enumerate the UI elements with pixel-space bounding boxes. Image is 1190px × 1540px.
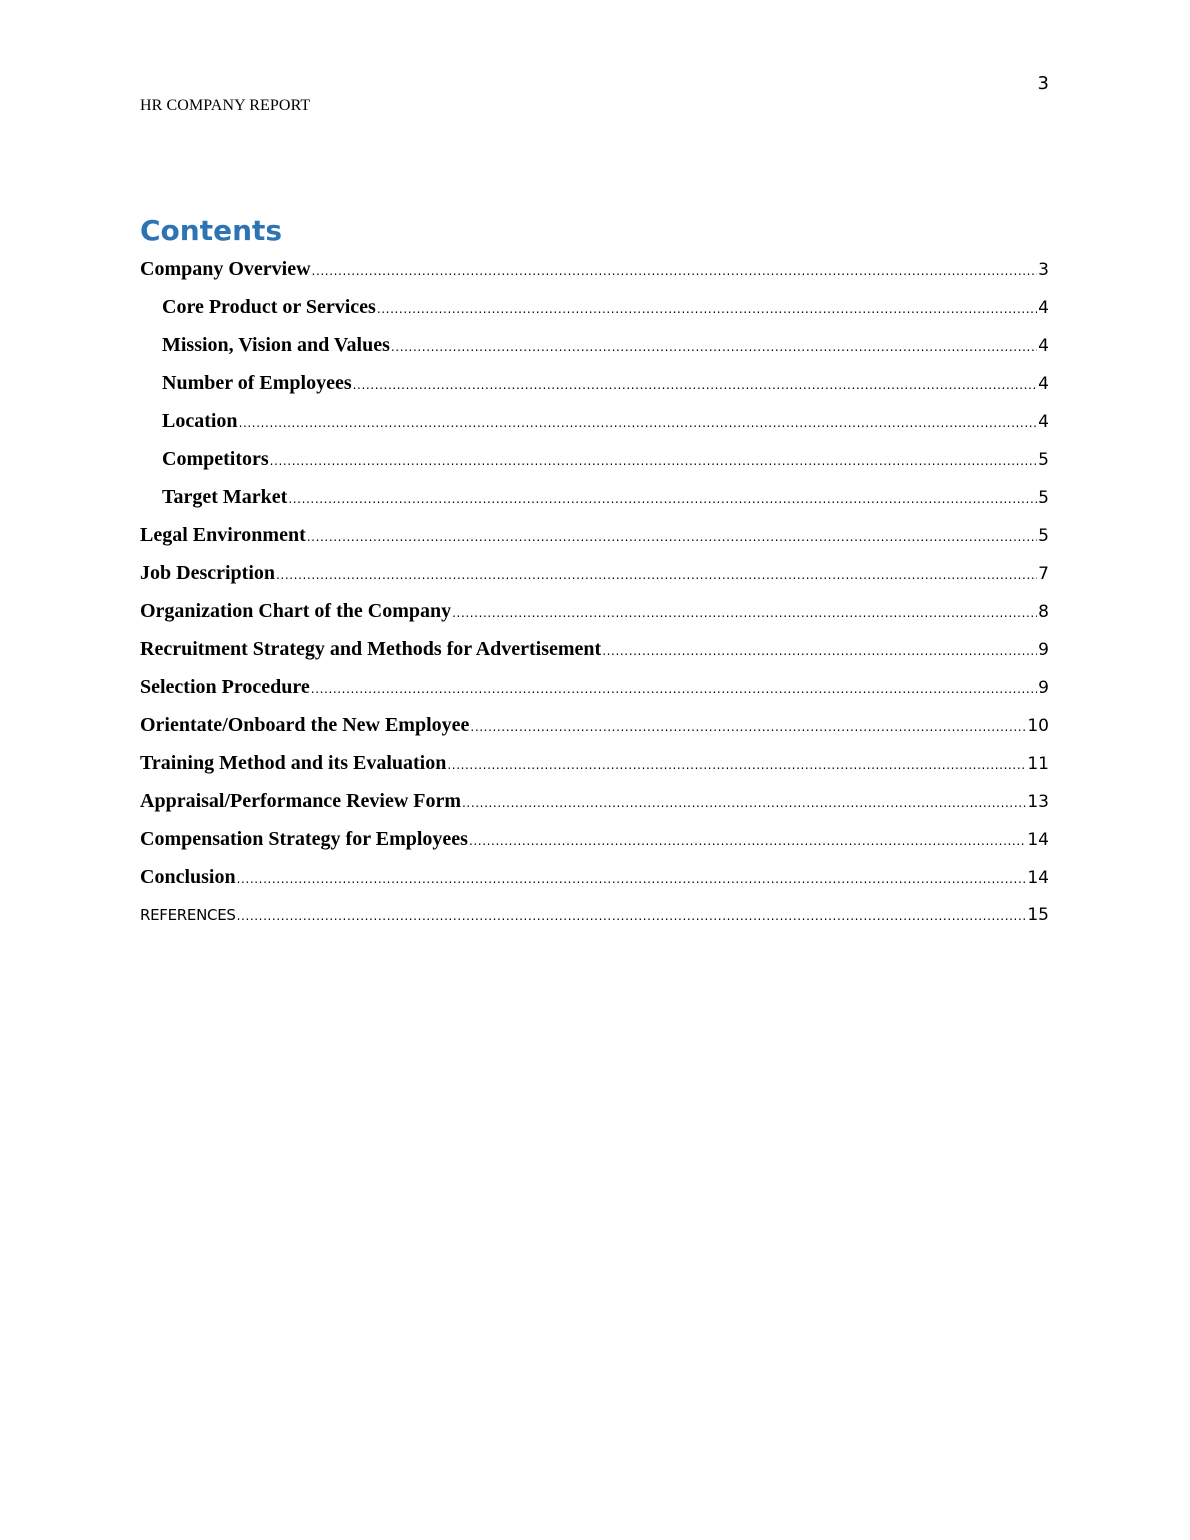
toc-entry-company-overview[interactable] — [140, 254, 1049, 292]
toc-entry-label: Location — [162, 410, 238, 432]
toc-entry-page: 15 — [1027, 905, 1049, 925]
toc-dot-leader — [276, 560, 1037, 590]
toc-dot-leader — [353, 370, 1038, 400]
toc-dot-leader — [239, 408, 1038, 438]
toc-entry-number-of-employees[interactable] — [140, 368, 1049, 406]
toc-entry-page: 5 — [1038, 488, 1049, 508]
toc-dot-leader — [237, 901, 1027, 931]
toc-dot-leader — [377, 294, 1037, 324]
toc-entry-page: 5 — [1038, 450, 1049, 470]
toc-entry-location[interactable] — [140, 406, 1049, 444]
toc-entry-selection-procedure[interactable] — [140, 672, 1049, 710]
toc-entry-page: 7 — [1038, 564, 1049, 584]
toc-entry-appraisal-review[interactable] — [140, 786, 1049, 824]
toc-entry-page: 8 — [1038, 602, 1049, 622]
toc-entry-label: Conclusion — [140, 866, 236, 888]
toc-entry-legal-environment[interactable] — [140, 520, 1049, 558]
toc-entry-page: 4 — [1038, 412, 1049, 432]
toc-dot-leader — [462, 788, 1026, 818]
toc-entry-label: Target Market — [162, 486, 288, 508]
toc-entry-conclusion[interactable] — [140, 862, 1049, 900]
toc-entry-training-method[interactable] — [140, 748, 1049, 786]
toc-entry-page: 3 — [1038, 260, 1049, 280]
toc-dot-leader — [307, 522, 1037, 552]
toc-dot-leader — [602, 636, 1037, 666]
toc-entry-page: 4 — [1038, 374, 1049, 394]
toc-entry-label: Job Description — [140, 562, 275, 584]
toc-entry-compensation-strategy[interactable] — [140, 824, 1049, 862]
toc-title: Contents — [140, 214, 283, 247]
toc-dot-leader — [452, 598, 1037, 628]
toc-entry-page: 10 — [1027, 716, 1049, 736]
toc-dot-leader — [469, 826, 1026, 856]
toc-entry-label: Legal Environment — [140, 524, 306, 546]
toc-entry-core-product[interactable] — [140, 292, 1049, 330]
toc-entry-organization-chart[interactable] — [140, 596, 1049, 634]
toc-entry-page: 14 — [1027, 830, 1049, 850]
toc-entry-page: 14 — [1027, 868, 1049, 888]
toc-dot-leader — [311, 674, 1037, 704]
toc-dot-leader — [470, 712, 1026, 742]
toc-dot-leader — [270, 446, 1038, 476]
toc-entry-page: 11 — [1027, 754, 1049, 774]
toc-entry-page: 4 — [1038, 298, 1049, 318]
toc-entry-label: Recruitment Strategy and Methods for Advertisement — [140, 638, 602, 660]
toc-entry-job-description[interactable] — [140, 558, 1049, 596]
toc-entry-page: 13 — [1027, 792, 1049, 812]
toc-dot-leader — [237, 864, 1027, 894]
toc-entry-page: 5 — [1038, 526, 1049, 546]
toc-entry-onboard-new-employee[interactable] — [140, 710, 1049, 748]
toc-entry-page: 9 — [1038, 678, 1049, 698]
toc-entry-mission-vision-values[interactable] — [140, 330, 1049, 368]
toc-entry-label: Company Overview — [140, 258, 311, 280]
toc-entry-label: Orientate/Onboard the New Employee — [140, 714, 470, 736]
toc-list — [140, 254, 1049, 938]
toc-entry-page: 4 — [1038, 336, 1049, 356]
toc-entry-label: Selection Procedure — [140, 676, 310, 698]
toc-dot-leader — [288, 484, 1037, 514]
toc-dot-leader — [447, 750, 1026, 780]
toc-entry-label: Organization Chart of the Company — [140, 600, 452, 622]
toc-entry-label: Training Method and its Evaluation — [140, 752, 447, 774]
page-number: 3 — [1037, 73, 1049, 94]
toc-dot-leader — [312, 256, 1038, 286]
running-header: HR COMPANY REPORT — [140, 97, 311, 114]
toc-entry-page: 9 — [1038, 640, 1049, 660]
toc-dot-leader — [391, 332, 1037, 362]
toc-entry-competitors[interactable] — [140, 444, 1049, 482]
toc-entry-recruitment-strategy[interactable] — [140, 634, 1049, 672]
toc-entry-label: Compensation Strategy for Employees — [140, 828, 468, 850]
toc-entry-label: REFERENCES — [140, 906, 236, 924]
table-of-contents — [140, 212, 1049, 938]
toc-entry-label: Number of Employees — [162, 372, 352, 394]
toc-entry-target-market[interactable] — [140, 482, 1049, 520]
toc-entry-label: Core Product or Services — [162, 296, 376, 318]
toc-entry-label: Competitors — [162, 448, 269, 470]
toc-entry-label: Appraisal/Performance Review Form — [140, 790, 462, 812]
toc-entry-label: Mission, Vision and Values — [162, 334, 390, 356]
toc-entry-references[interactable] — [140, 900, 1049, 938]
